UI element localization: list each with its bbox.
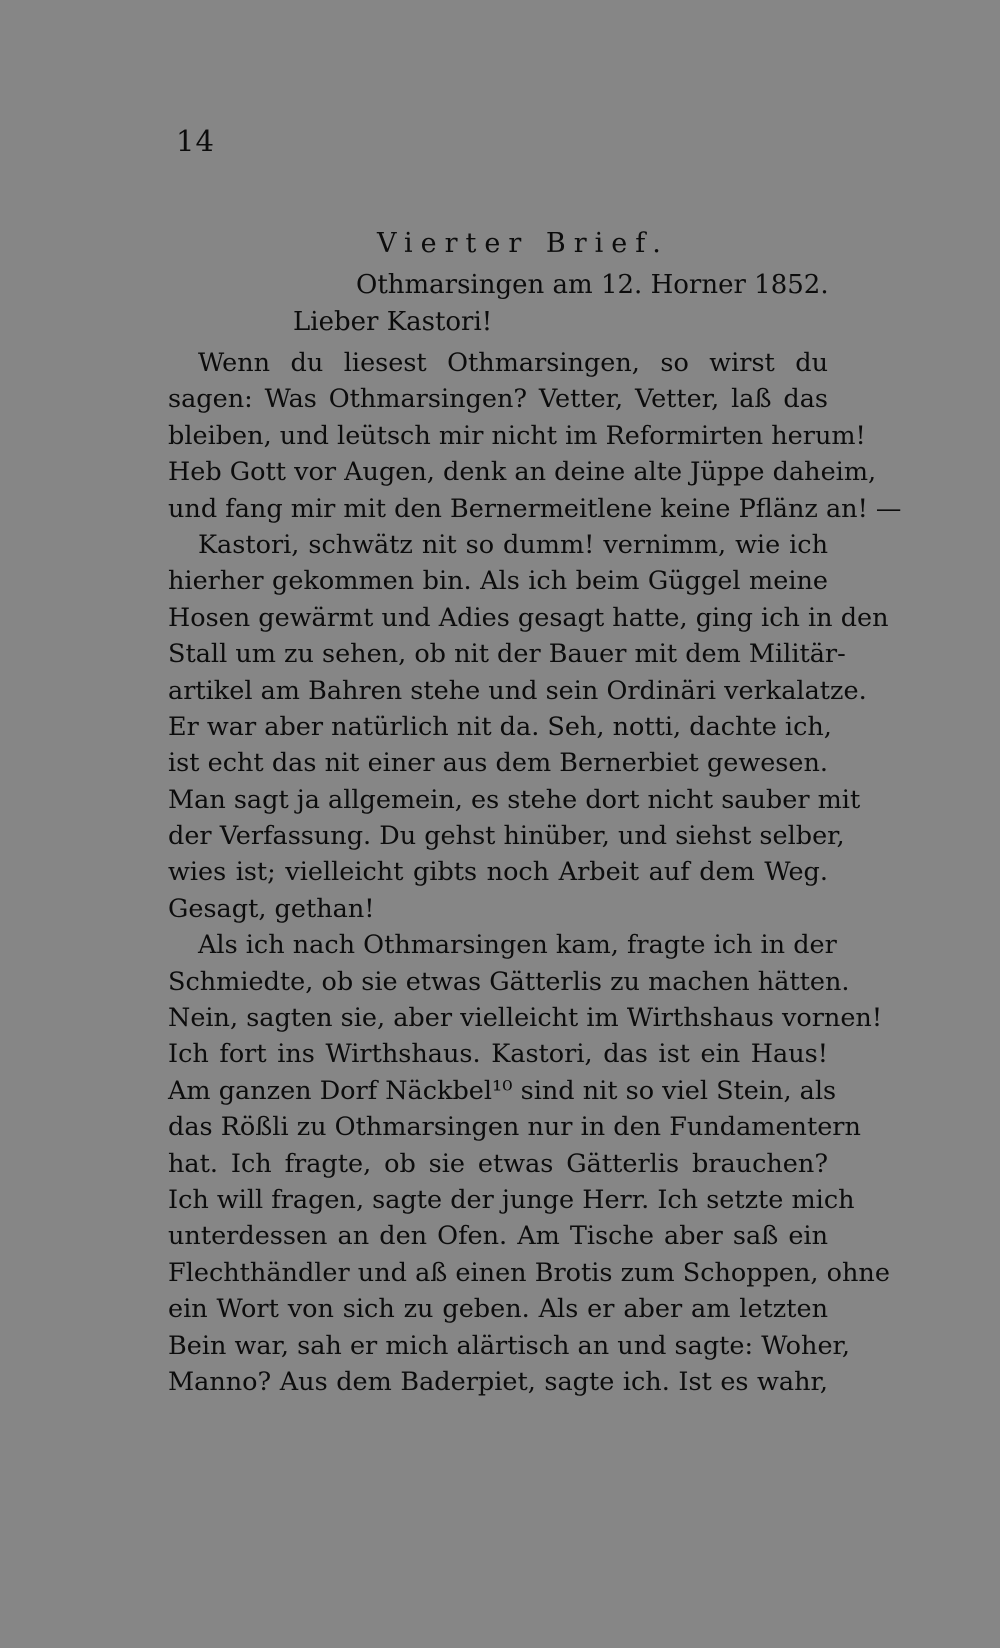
text-line: hierher gekommen bin. Als ich beim Güggel meine [168,566,828,597]
text-line: Kastori, schwätz nit so dumm! vernimm, wie ich [198,529,828,560]
text-line: Man sagt ja allgemein, es stehe dort nicht sauber mit [168,784,861,815]
salutation: Lieber Kastori! [293,307,493,337]
text-line: und fang mir mit den Bernermeitlene keine Pflänz an! — [168,493,902,524]
text-line: Hosen gewärmt und Adies gesagt hatte, ging ich in den [168,602,889,633]
place-date-line: Othmarsingen am 12. Horner 1852. [356,270,829,300]
text-line: Wenn du liesest Othmarsingen, so wirst du [198,348,828,378]
text-line: hat. Ich fragte, ob sie etwas Gätterlis brauchen? [168,1148,828,1179]
text-line: Flechthändler und aß einen Brotis zum Schoppen, ohne [168,1257,890,1288]
text-line: ein Wort von sich zu geben. Als er aber am letzten [168,1294,828,1325]
text-line: Nein, sagten sie, aber vielleicht im Wirthshaus vornen! [168,1003,883,1034]
text-line: der Verfassung. Du gehst hinüber, und siehst selber, [168,821,845,852]
text-line: bleiben, und leütsch mir nicht im Reformirten herum! [168,420,866,451]
page-number: 14 [176,124,215,158]
text-line: ist echt das nit einer aus dem Bernerbiet gewesen. [168,748,828,779]
text-line: Am ganzen Dorf Näckbel¹⁰ sind nit so viel Stein, als [168,1075,837,1106]
text-line: wies ist; vielleicht gibts noch Arbeit auf dem Weg. [168,857,828,888]
text-line: Er war aber natürlich nit da. Seh, notti, dachte ich, [168,711,832,742]
text-line: Als ich nach Othmarsingen kam, fragte ich in der [198,930,837,961]
text-line: Manno? Aus dem Baderpiet, sagte ich. Ist es wahr, [168,1366,828,1397]
text-line: Ich fort ins Wirthshaus. Kastori, das ist ein Haus! [168,1039,828,1070]
text-line: unterdessen an den Ofen. Am Tische aber saß ein [168,1221,828,1252]
letter-body [168,345,902,1400]
text-line: Heb Gott vor Augen, denk an deine alte Jüppe daheim, [168,457,877,488]
text-line: Schmiedte, ob sie etwas Gätterlis zu machen hätten. [168,966,850,997]
text-line: Gesagt, gethan! [168,893,375,924]
letter-heading: Vierter Brief. [377,228,669,259]
text-line: Ich will fragen, sagte der junge Herr. Ich setzte mich [168,1184,855,1215]
text-line: sagen: Was Othmarsingen? Vetter, Vetter, laß das [168,384,828,415]
text-line: das Rößli zu Othmarsingen nur in den Fundamentern [168,1112,861,1143]
text-line: artikel am Bahren stehe und sein Ordinäri verkalatze. [168,675,867,706]
text-line: Stall um zu sehen, ob nit der Bauer mit dem Militär- [168,639,846,670]
text-line: Bein war, sah er mich alärtisch an und sagte: Woher, [168,1330,851,1361]
